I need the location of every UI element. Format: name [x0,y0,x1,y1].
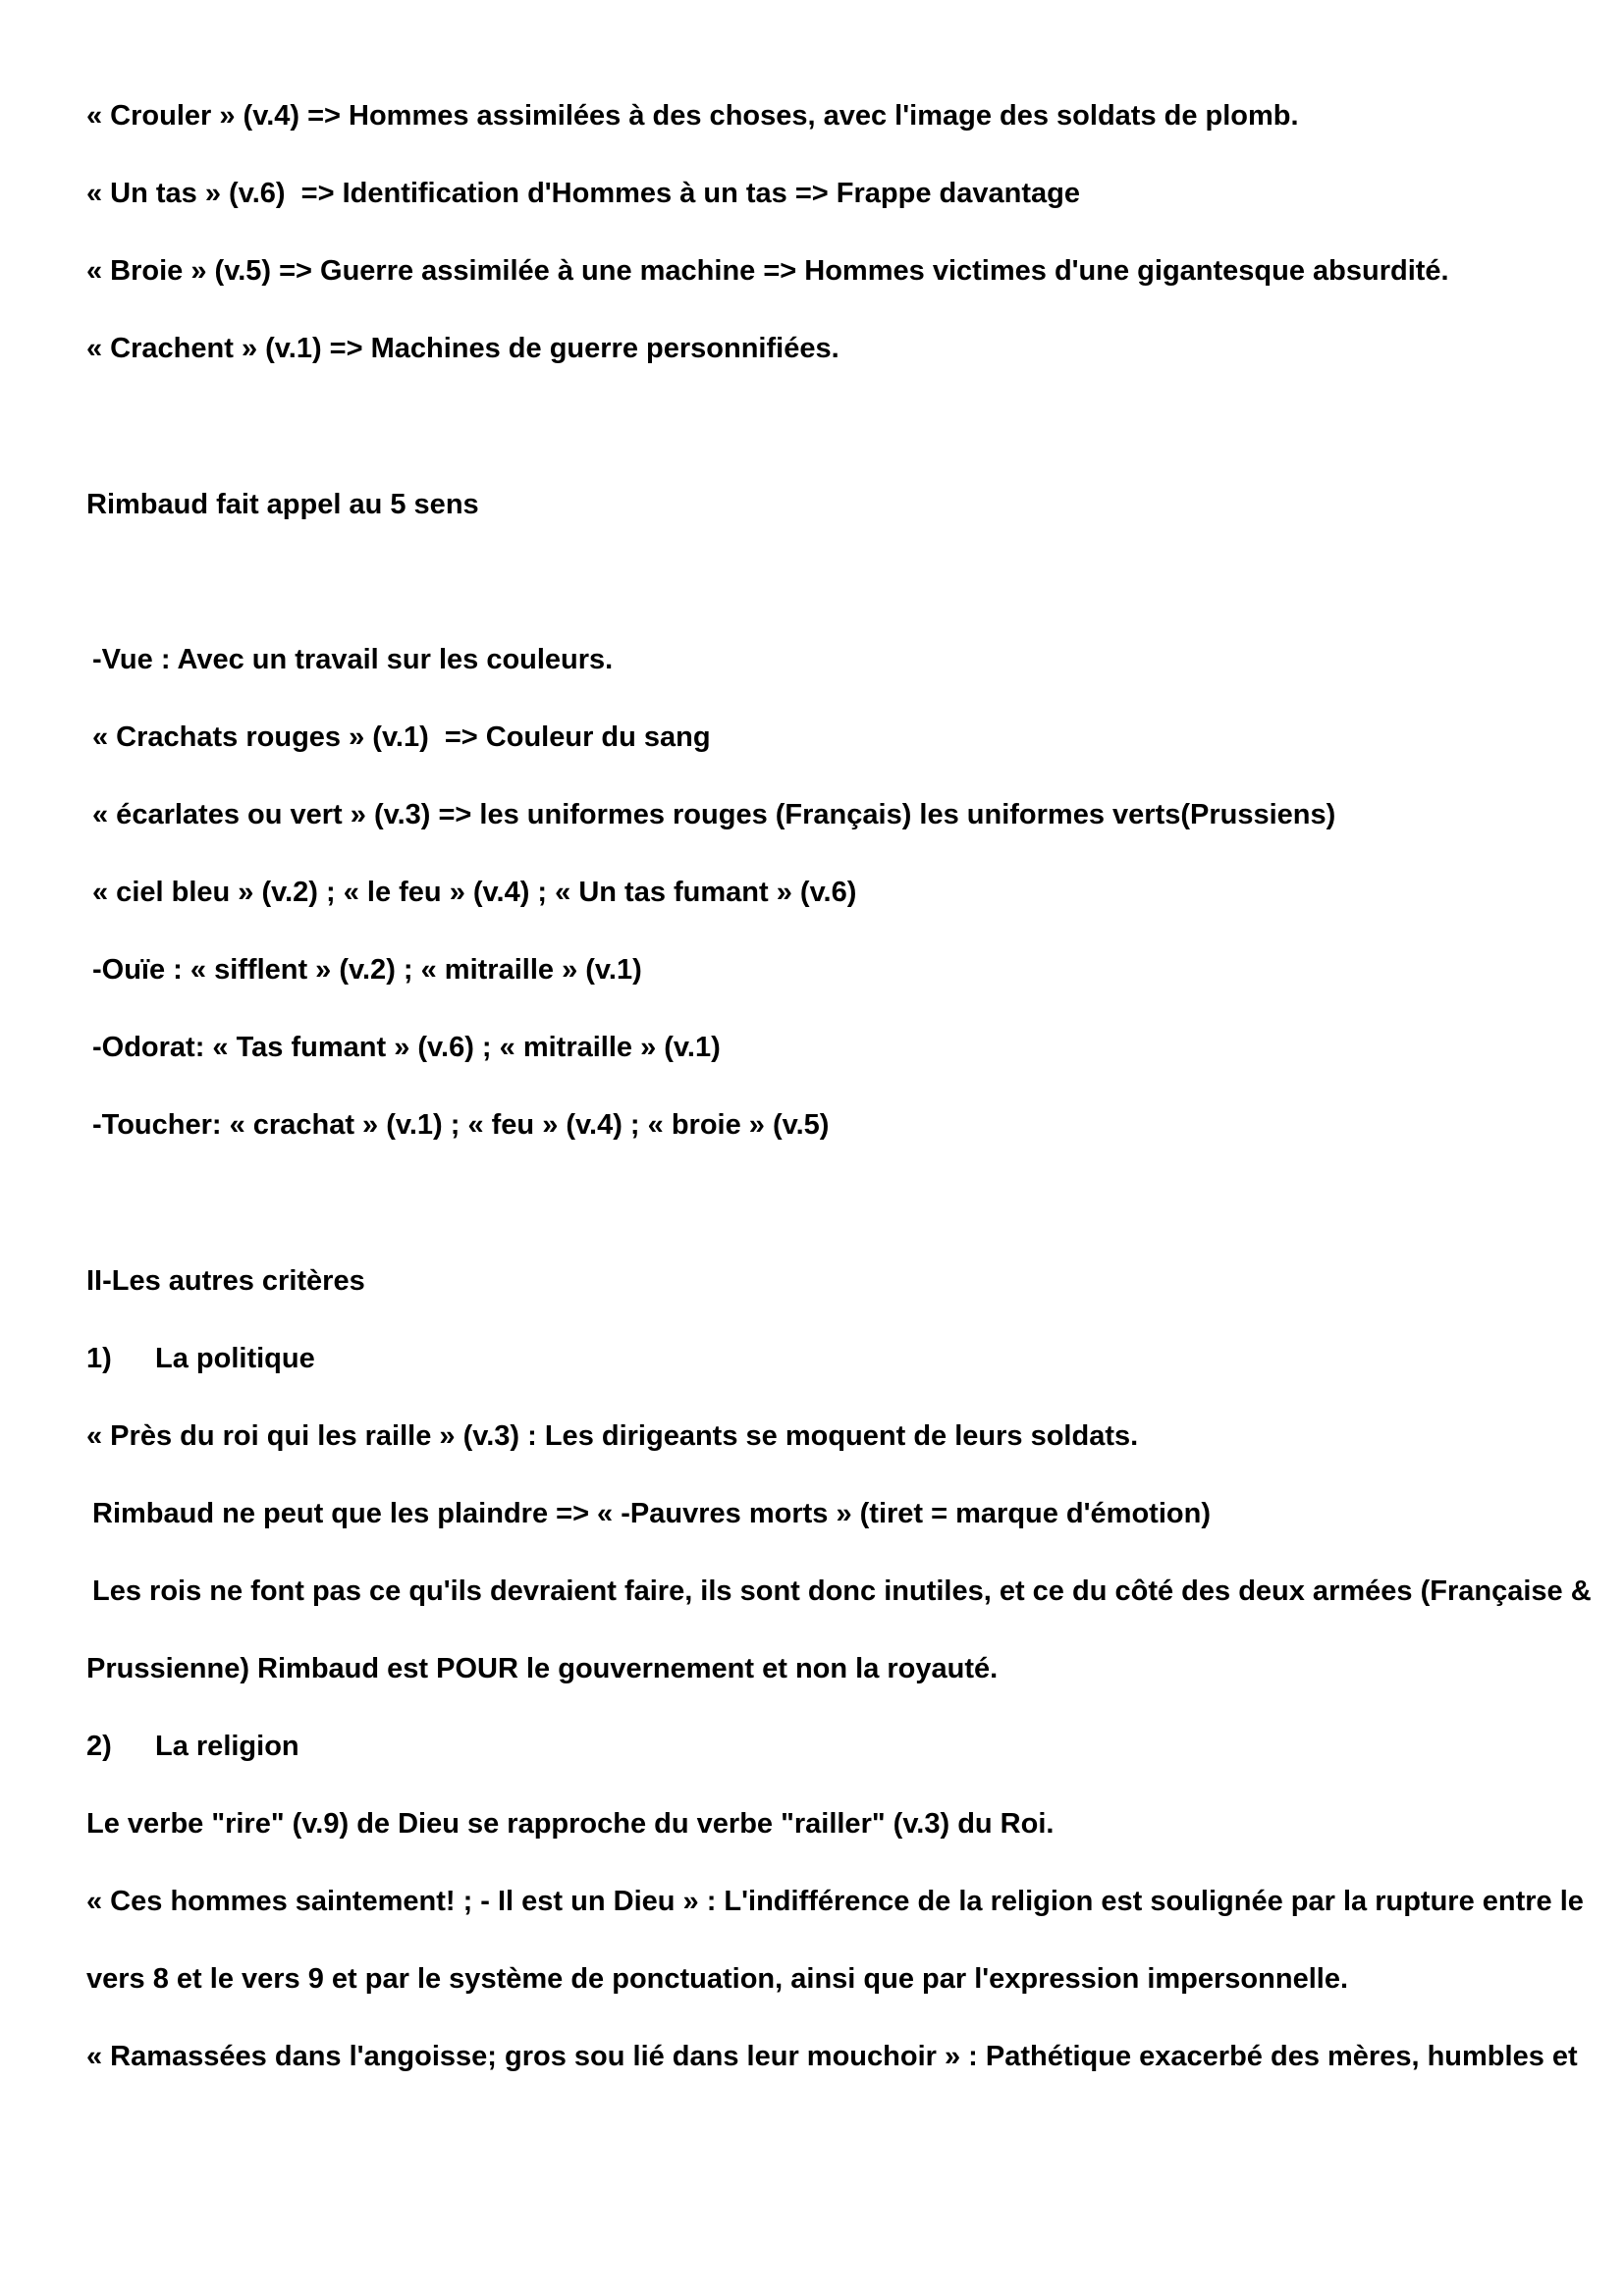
text-line-les-rois: Les rois ne font pas ce qu'ils devraient faire, ils sont donc inutiles, et ce du côté des deux armées (Française & [92,1575,1592,1607]
text-line-broie: « Broie » (v.5) => Guerre assimilée à une machine => Hommes victimes d'une gigantesque absurdité. [86,255,1449,287]
section-heading-autres-criteres: II-Les autres critères [86,1265,365,1297]
list-number: 2) [86,1731,112,1762]
list-number: 1) [86,1343,112,1374]
text-line-toucher: -Toucher: « crachat » (v.1) ; « feu » (v.4) ; « broie » (v.5) [92,1109,830,1141]
text-line-verbe-rire: Le verbe "rire" (v.9) de Dieu se rapproche du verbe "railler" (v.3) du Roi. [86,1808,1055,1840]
text-line-vue: -Vue : Avec un travail sur les couleurs. [92,644,614,675]
text-line-cinq-sens: Rimbaud fait appel au 5 sens [86,489,479,520]
text-line-ciel-bleu: « ciel bleu » (v.2) ; « le feu » (v.4) ; « Un tas fumant » (v.6) [92,877,857,908]
text-line-ouie: -Ouïe : « sifflent » (v.2) ; « mitraille » (v.1) [92,954,642,986]
text-line-crachats-rouges: « Crachats rouges » (v.1) => Couleur du sang [92,721,711,753]
list-item-politique [86,1345,315,1373]
text-line-pres-du-roi: « Près du roi qui les raille » (v.3) : Les dirigeants se moquent de leurs soldats. [86,1420,1139,1452]
list-item-religion [86,1733,299,1761]
text-line-vers-8: vers 8 et le vers 9 et par le système de ponctuation, ainsi que par l'expression impersonnelle. [86,1963,1349,1995]
text-line-ecarlates: « écarlates ou vert » (v.3) => les uniformes rouges (Français) les uniformes verts(Prussiens) [92,799,1336,830]
text-line-odorat: -Odorat: « Tas fumant » (v.6) ; « mitraille » (v.1) [92,1032,721,1063]
text-line-prussienne: Prussienne) Rimbaud est POUR le gouvernement et non la royauté. [86,1653,999,1684]
list-item-label: La politique [155,1343,315,1374]
text-line-crachent: « Crachent » (v.1) => Machines de guerre personnifiées. [86,333,839,364]
text-line-ramassees: « Ramassées dans l'angoisse; gros sou lié dans leur mouchoir » : Pathétique exacerbé des mères, humbles et [86,2041,1578,2072]
text-line-ces-hommes: « Ces hommes saintement! ; - Il est un Dieu » : L'indifférence de la religion est soulignée par la rupture entre le [86,1886,1584,1917]
text-line-plaindre: Rimbaud ne peut que les plaindre => « -Pauvres morts » (tiret = marque d'émotion) [92,1498,1211,1529]
text-line-crouler: « Crouler » (v.4) => Hommes assimilées à des choses, avec l'image des soldats de plomb. [86,100,1299,132]
text-line-un-tas: « Un tas » (v.6) => Identification d'Hommes à un tas => Frappe davantage [86,178,1080,209]
list-item-label: La religion [155,1731,299,1762]
